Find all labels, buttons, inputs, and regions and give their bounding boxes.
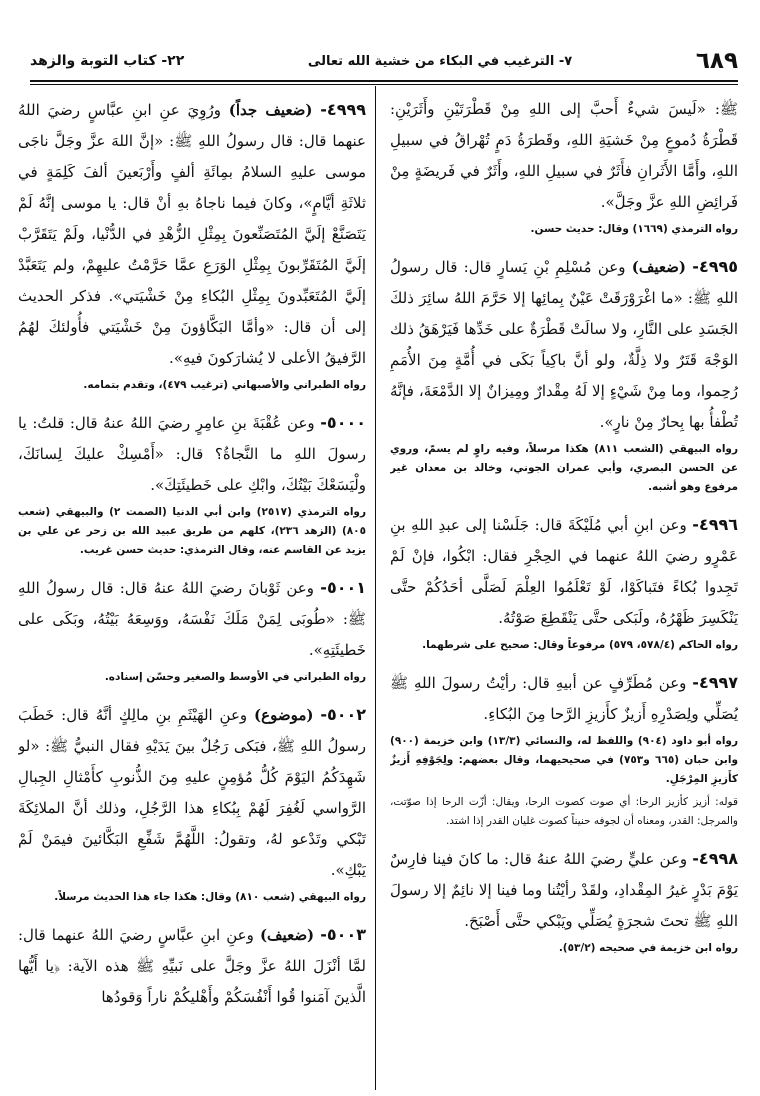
hadith-source: رواه الترمذي (١٦٦٩) وقال: حديث حسن. [530,223,738,235]
hadith-number: ٥٠٠٣- [320,925,366,944]
left-column [18,94,366,1084]
hadith-text [390,94,738,218]
hadith-body: وعن عُقْبَةَ بنِ عامِرٍ رضيَ اللهُ عنهُ قال: قلتُ: يا رسولَ اللهِ ما النَّجاةُ؟ قال: «أَمْسِكْ عليكَ لِسانَكَ، ولْيَسَعْكَ بَيْتُكَ، وابْكِ على خَطيئَتِكَ». [18,414,366,494]
hadith-text [18,407,366,501]
hadith-number: ٤٩٩٥- [692,257,738,276]
hadith-grade: (موضوع) [254,706,314,724]
section-title: ٧- الترغيب في البكاء من خشية الله تعالى [307,53,573,69]
hadith-entry [390,843,738,958]
hadith-body: وعنِ الهَيْثَمِ بنِ مالِكٍ أنَّهُ قال: خَطَبَ رسولُ اللهِ ﷺ، فبَكى رَجُلٌ بينَ يَدَيْهِ فقال النبيُّ ﷺ: «لو شَهِدَكُمُ اليَوْمَ كُلُّ مُؤمِنٍ عليهِ مِنَ الذُّنوبِ كأَمْثالِ الجِبالِ الرَّواسي لَغُفِرَ لَهُمْ بِبُكاءِ هذا الرَّجُلِ، وذلك أنَّ الملائِكَةَ تَبْكي وتَدْعو لهُ، وتقولُ: اللَّهُمَّ شَفِّعِ البَكَّائينَ فيمَنْ لَمْ يَبْكِ». [18,706,366,879]
hadith-body: وعن عليٍّ رضيَ اللهُ عنهُ قال: ما كانَ فينا فارِسٌ يَوْمَ بَدْرٍ غيرُ المِقْدادِ، ولقَدْ رأيْتُنا وما فينا إلا نائِمٌ إلا رسولَ اللهِ ﷺ تحتَ شجرَةٍ يُصَلِّي ويَبْكي حتَّى أَصْبَحَ. [390,850,738,930]
hadith-entry [18,94,366,395]
hadith-source: رواه البيهقي (الشعب ٨١١) هكذا مرسلاً، وفيه راوٍ لم يسمّ، وروي عن الحسن البصري، وأبي عمران الجوني، وخالد بن معدان غير مرفوع وهو أشبه. [390,443,738,493]
hadith-number: ٥٠٠٠- [320,413,366,432]
hadith-entry [18,572,366,687]
hadith-source: رواه ابن خزيمة في صحيحه (٥٣/٢). [558,942,738,954]
hadith-grade: (ضعيف جداً) [228,101,313,119]
header-rule [30,80,738,82]
hadith-source: رواه الترمذي (٢٥١٧) وابن أبي الدنيا (الصمت ٢) والبيهقي (شعب ٨٠٥) (الزهد ٢٣٦)، كلهم من طريق عبيد الله بن زحر عن علي بن يزيد عن القاسم عنه، وقال الترمذي: حديث حسن غريب. [18,506,366,556]
hadith-body: وعن مُطَرِّفٍ عن أبيهِ قال: رأيْتُ رسولَ اللهِ ﷺ يُصَلِّي ولِصَدْرِهِ أَزيزٌ كأَزيزِ الرَّحا مِنَ البُكاءِ. [390,674,738,723]
hadith-number: ٤٩٩٨- [692,849,738,868]
hadith-entry [390,509,738,655]
right-column [390,94,738,1084]
hadith-body: وعنِ ابنِ عبَّاسٍ رضيَ اللهُ عنهما قال: لمَّا أنْزَلَ اللهُ عزَّ وجَلَّ على نَبيِّهِ ﷺ هذه الآية: ﴿يا أَيُّها الَّذينَ آمَنوا قُوا أَنْفُسَكُمْ وأَهْليكُمْ ناراً وَقودُها [18,926,366,1006]
book-title: ٢٢- كتاب التوبة والزهد [30,53,185,69]
hadith-entry [390,94,738,239]
hadith-source: رواه أبو داود (٩٠٤) واللفظ له، والنسائي (١٣/٣) وابن خزيمة (٩٠٠) وابن حبان (٦٦٥ و٧٥٣) في صحيحيهما، وقال بعضهم: ولِجَوْفِهِ أَزيزٌ كأَزيزِ المِرْجَلِ. [390,735,738,785]
page-number: ٦٨٩ [695,48,738,74]
hadith-body: ﷺ: «لَيسَ شيءٌ أَحبَّ إلى اللهِ مِنْ قَطْرَتَيْنِ وأَثَرَيْنِ: قَطْرَةُ دُموعٍ مِنْ خَشيَةِ اللهِ، وقَطرَةُ دَمٍ تُهْراقُ في سبيلِ اللهِ، وأَمَّا الأَثَرانِ فأَثَرٌ في سبيلِ اللهِ، وأَثَرٌ في فَريضَةٍ مِنْ فَرائِضِ اللهِ عزَّ وجَلَّ». [390,100,738,211]
hadith-number: ٤٩٩٦- [692,515,738,534]
hadith-body: وعن ابنِ أبي مُلَيْكَةَ قال: جَلَسْنا إلى عبدِ اللهِ بنِ عَمْرٍو رضيَ اللهُ عنهما في الحِجْرِ فقال: ابْكُوا، فإنْ لَمْ تَجِدوا بُكاءً فتَباكَوْا، لَوْ تَعْلَمُوا العِلْمَ لَصَلَّى أحَدُكُمْ حتَّى يَنْكَسِرَ ظَهْرُهُ، ولَبَكى حتَّى يَنْقَطِعَ صَوْتُهُ. [390,516,738,627]
hadith-entry [18,407,366,560]
hadith-text [18,94,366,374]
hadith-entry [390,251,738,497]
hadith-grade: (ضعيف) [631,258,686,276]
hadith-source: رواه الحاكم (٥٧٨/٤، ٥٧٩) مرفوعاً وقال: صحيح على شرطهما. [422,639,738,651]
hadith-number: ٥٠٠١- [320,578,366,597]
hadith-text [390,843,738,937]
hadith-text [18,919,366,1013]
hadith-grade: (ضعيف) [259,926,315,944]
hadith-entry [390,667,738,831]
hadith-text [390,251,738,438]
hadith-body: وعن مُسْلِمِ بْنِ يَسارٍ قال: قال رسولُ اللهِ ﷺ: «ما اغْرَوْرَقَتْ عَيْنٌ بِمائِها إلا حَرَّمَ اللهُ سائِرَ ذلكَ الجَسَدِ على النَّارِ، ولا سالَتْ قَطْرَةٌ على خَدِّها فَيَرْهَقُ ذلك الوَجْهَ قَتَرٌ ولا ذِلَّةٌ، ولو أنَّ باكِياً بَكَى في أُمَّةٍ مِنَ الأُمَمِ رُحِموا، وما مِنْ شَيْءٍ إلا لَهُ مِقْدارٌ ومِيزانٌ إلا الدَّمْعَةَ، فإنَّهُ تُطْفأُ بها بِحارٌ مِنْ نارٍ». [390,258,738,431]
hadith-text [18,572,366,666]
hadith-text [390,667,738,730]
hadith-text [18,699,366,886]
hadith-text [390,509,738,634]
column-divider [375,86,376,1090]
hadith-body: وعن ثَوْبانَ رضيَ اللهُ عنهُ قال: قال رسولُ اللهِ ﷺ: «طُوبَى لِمَنْ مَلَكَ نَفْسَهُ، ووَسِعَهُ بَيْتُهُ، وبَكَى على خَطيئَتِهِ». [18,579,366,659]
hadith-body: ورُوِيَ عنِ ابنِ عبَّاسٍ رضيَ اللهُ عنهما قال: قال رسولُ اللهِ ﷺ: «إنَّ اللهَ عزَّ وجَلَّ ناجَى موسى عليهِ السلامُ بمِائَةِ ألفٍ وأَرْبَعينَ ألفَ كَلِمَةٍ في ثلاثَةِ أيَّامٍ»، وكانَ فيما ناجاهُ بهِ أنْ قال: يا موسى إنَّهُ لَمْ يَتَصَنَّعْ إلَيَّ المُتَصَنِّعونَ بِمِثْلِ الزُّهْدِ في الدُّنْيا، ولَمْ يَتَقَرَّبْ إلَيَّ المُتَقَرِّبونَ بِمِثْلِ الوَرَعِ عمَّا حَرَّمْتُ عليهِمْ، ولم يَتَعَبَّدْ إلَيَّ المُتَعَبِّدونَ بِمِثْلِ البُكاءِ مِنْ خَشْيَتي». فذكر الحديث إلى أن قال: «وأمَّا البَكَّاؤونَ مِنْ خَشْيَتي فأُولئكَ لهُمُ الرَّفيقُ الأعلى لا يُشارَكونَ فيهِ». [18,101,366,367]
hadith-source: رواه البيهقي (شعب ٨١٠) وقال: هكذا جاء هذا الحديث مرسلاً. [54,891,366,903]
hadith-note: قوله: أزيز كأزيز الرحا: أي صوت كصوت الرحا، ويقال: أزّت الرحا إذا صوّتت، والمرجل: القدر، ومعناه أن لجوفه حنيناً كصوت غليان القدر إذا اشتد. [390,796,738,827]
hadith-source: رواه الطبراني والأصبهاني (ترغيب ٤٧٩)، وتقدم بتمامه. [83,379,366,391]
hadith-number: ٤٩٩٧- [692,673,738,692]
hadith-number: ٤٩٩٩- [320,100,366,119]
hadith-number: ٥٠٠٢- [320,705,366,724]
hadith-source: رواه الطبراني في الأوسط والصغير وحسّن إسناده. [104,671,366,683]
running-header [30,44,738,78]
hadith-entry [18,699,366,907]
hadith-entry [18,919,366,1013]
header-rule-thin [30,84,738,85]
